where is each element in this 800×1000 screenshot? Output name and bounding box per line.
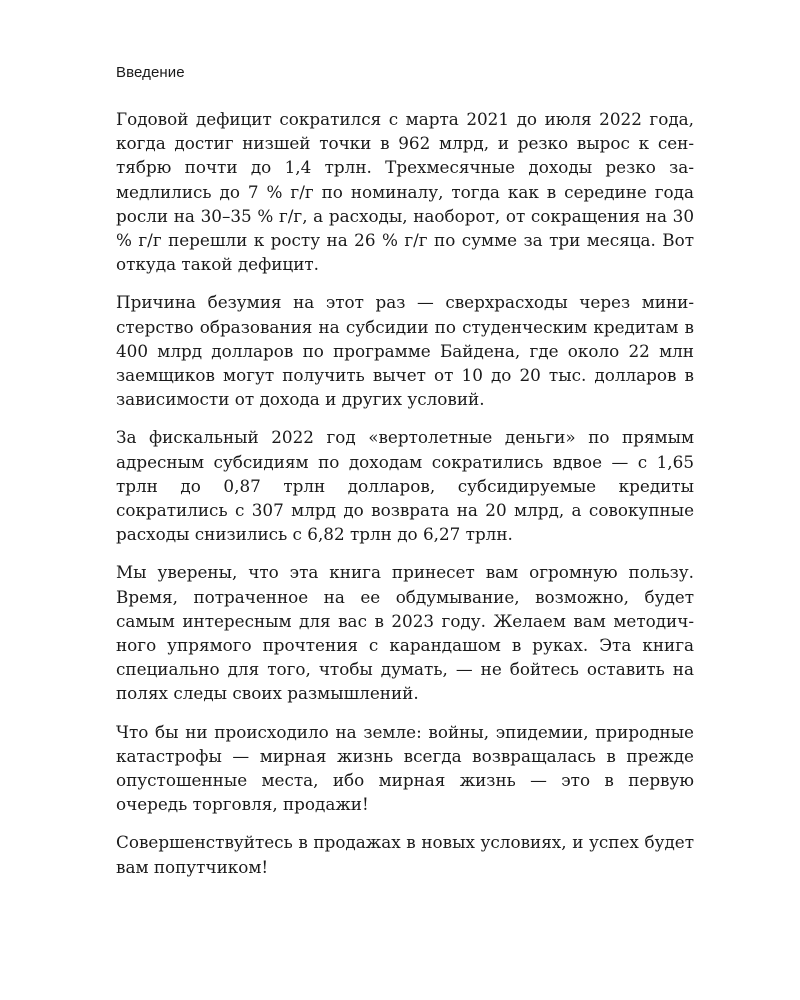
paragraph-fiscal-year: За фискальный 2022 год «вертолетные деньги» по прямым адресным субсидиям по доходам сократились вдвое — с 1,65 трлн до 0,87 трлн долларов, субсидируемые кредиты сократились с 307 млрд до возврата на 20 млрд, а совокупные расходы снизились с 6,82 трлн до 6,27 трлн.	[116, 427, 694, 545]
paragraph-deficit: Годовой дефицит сократился с марта 2021 до июля 2022 года, когда достиг низшей точки в 962 млрд, и резко вырос к сентябрю почти до 1,4 трлн. Трехмесячные доходы резко замедлились до 7 % г/г по номиналу, тогда как в середине года росли на 30–35 % г/г, а расходы, наоборот, от сокращения на 30 % г/г перешли к росту на 26 % г/г по сумме за три месяца. Вот откуда такой дефицит.	[116, 109, 694, 275]
paragraph-overspending: Причина безумия на этот раз — сверхрасходы через министерство образования на субсидии по студенческим кредитам в 400 млрд долларов по программе Байдена, где около 22 млн заемщиков могут получить вычет от 10 до 20 тыс. долларов в зависимости от дохода и других условий.	[116, 292, 694, 410]
paragraph-closing: Совершенствуйтесь в продажах в новых условиях, и успех будет вам попутчиком!	[116, 832, 694, 877]
paragraph-peaceful-life: Что бы ни происходило на земле: войны, эпидемии, природные катастрофы — мирная жизнь всегда возвращалась в прежде опустошенные места, ибо мирная жизнь — это в первую очередь торговля, продажи!	[116, 721, 694, 815]
section-title: Введение	[116, 64, 185, 81]
paragraph-book-benefit: Мы уверены, что эта книга принесет вам огромную пользу. Время, потраченное на ее обдумывание, возможно, будет самым интересным для вас в 2023 году. Желаем вам методичного упрямого прочтения с карандашом в руках. Эта книга специально для того, чтобы думать, — не бойтесь оставить на полях следы своих размышлений.	[116, 562, 694, 704]
page-body	[116, 64, 694, 893]
